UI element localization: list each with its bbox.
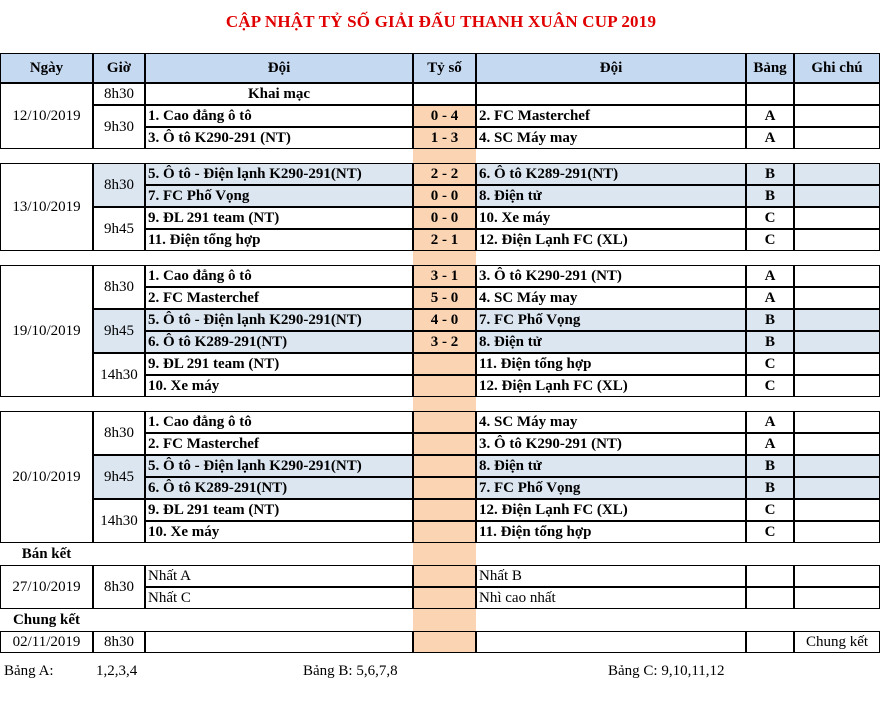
round-date: 19/10/2019	[0, 265, 93, 397]
match-score: 0 - 4	[413, 105, 476, 127]
match-team2: 3. Ô tô K290-291 (NT)	[476, 433, 746, 455]
match-group: B	[746, 309, 794, 331]
match-team2: 6. Ô tô K289-291(NT)	[476, 163, 746, 185]
match-note	[794, 207, 880, 229]
match-note	[794, 433, 880, 455]
match-score	[413, 455, 476, 477]
final-team2	[476, 631, 746, 653]
slot-time: 8h30	[93, 411, 145, 455]
match-team2: 4. SC Máy may	[476, 411, 746, 433]
match-score	[413, 353, 476, 375]
footer-group-c: Bảng C: 9,10,11,12	[608, 663, 725, 679]
match-team1: 3. Ô tô K290-291 (NT)	[145, 127, 413, 149]
match-team2: 8. Điện tử	[476, 185, 746, 207]
match-score	[413, 411, 476, 433]
match-team2: 8. Điện tử	[476, 455, 746, 477]
semifinal-team1: Nhất A	[145, 565, 413, 587]
match-note	[794, 309, 880, 331]
match-score: 0 - 0	[413, 207, 476, 229]
match-score: 1 - 3	[413, 127, 476, 149]
match-note	[794, 287, 880, 309]
match-team1: 1. Cao đẳng ô tô	[145, 411, 413, 433]
match-note	[794, 105, 880, 127]
footer-group-a-value: 1,2,3,4	[96, 663, 138, 679]
slot-time: 8h30	[93, 265, 145, 309]
round-date: 20/10/2019	[0, 411, 93, 543]
semifinal-time: 8h30	[93, 565, 145, 609]
match-score: 3 - 2	[413, 331, 476, 353]
match-note	[794, 163, 880, 185]
match-team2: 2. FC Masterchef	[476, 105, 746, 127]
match-group: C	[746, 229, 794, 251]
match-note	[794, 265, 880, 287]
gap-score	[413, 149, 476, 163]
opening-label: Khai mạc	[145, 83, 413, 105]
header-time: Giờ	[93, 53, 145, 83]
semifinal-gap-score	[413, 543, 476, 565]
match-group: A	[746, 265, 794, 287]
match-note	[794, 127, 880, 149]
page-title: CẬP NHẬT TỶ SỐ GIẢI ĐẤU THANH XUÂN CUP 2019	[225, 12, 657, 31]
match-team1: 7. FC Phố Vọng	[145, 185, 413, 207]
semifinal-score	[413, 587, 476, 609]
match-note	[794, 185, 880, 207]
semifinal-date: 27/10/2019	[0, 565, 93, 609]
match-team1: 10. Xe máy	[145, 375, 413, 397]
match-team2: 3. Ô tô K290-291 (NT)	[476, 265, 746, 287]
match-team1: 5. Ô tô - Điện lạnh K290-291(NT)	[145, 163, 413, 185]
round-date: 12/10/2019	[0, 83, 93, 149]
header-group: Bảng	[746, 53, 794, 83]
match-team1: 9. ĐL 291 team (NT)	[145, 207, 413, 229]
match-score: 5 - 0	[413, 287, 476, 309]
semifinal-score	[413, 565, 476, 587]
match-team1: 9. ĐL 291 team (NT)	[145, 499, 413, 521]
match-score	[413, 499, 476, 521]
match-group: B	[746, 455, 794, 477]
opening-score	[413, 83, 476, 105]
match-note	[794, 477, 880, 499]
header-team2: Đội	[476, 53, 746, 83]
match-team1: 5. Ô tô - Điện lạnh K290-291(NT)	[145, 309, 413, 331]
opening-group	[746, 83, 794, 105]
final-note: Chung kết	[794, 631, 880, 653]
match-team2: 12. Điện Lạnh FC (XL)	[476, 375, 746, 397]
gap-score	[413, 251, 476, 265]
match-team1: 1. Cao đẳng ô tô	[145, 265, 413, 287]
match-score	[413, 477, 476, 499]
match-score	[413, 521, 476, 543]
match-note	[794, 411, 880, 433]
match-team2: 12. Điện Lạnh FC (XL)	[476, 499, 746, 521]
match-team1: 2. FC Masterchef	[145, 287, 413, 309]
match-note	[794, 375, 880, 397]
match-score: 2 - 2	[413, 163, 476, 185]
round-date: 13/10/2019	[0, 163, 93, 251]
match-group: C	[746, 375, 794, 397]
footer-group-a-label: Bảng A:	[4, 663, 54, 679]
match-team2: 7. FC Phố Vọng	[476, 477, 746, 499]
match-team2: 12. Điện Lạnh FC (XL)	[476, 229, 746, 251]
match-group: B	[746, 163, 794, 185]
final-gap-score	[413, 609, 476, 631]
semifinal-group	[746, 587, 794, 609]
match-team1: 1. Cao đẳng ô tô	[145, 105, 413, 127]
semifinal-team1: Nhất C	[145, 587, 413, 609]
match-group: A	[746, 127, 794, 149]
header-team1: Đội	[145, 53, 413, 83]
match-score: 2 - 1	[413, 229, 476, 251]
match-note	[794, 499, 880, 521]
semifinal-label: Bán kết	[21, 545, 72, 562]
match-team2: 4. SC Máy may	[476, 287, 746, 309]
slot-time: 9h45	[93, 309, 145, 353]
match-team1: 6. Ô tô K289-291(NT)	[145, 477, 413, 499]
match-note	[794, 521, 880, 543]
opening-note	[794, 83, 880, 105]
match-group: C	[746, 499, 794, 521]
header-date: Ngày	[0, 53, 93, 83]
match-group: A	[746, 105, 794, 127]
final-time: 8h30	[93, 631, 145, 653]
slot-time: 9h30	[93, 105, 145, 149]
final-date: 02/11/2019	[0, 631, 93, 653]
match-note	[794, 229, 880, 251]
match-team2: 11. Điện tổng hợp	[476, 521, 746, 543]
semifinal-note	[794, 587, 880, 609]
match-group: A	[746, 411, 794, 433]
match-group: B	[746, 331, 794, 353]
semifinal-team2: Nhất B	[476, 565, 746, 587]
match-team1: 11. Điện tổng hợp	[145, 229, 413, 251]
final-group	[746, 631, 794, 653]
match-note	[794, 331, 880, 353]
match-group: B	[746, 185, 794, 207]
match-group: C	[746, 353, 794, 375]
final-score	[413, 631, 476, 653]
match-group: A	[746, 433, 794, 455]
match-group: C	[746, 521, 794, 543]
semifinal-group	[746, 565, 794, 587]
match-team2: 10. Xe máy	[476, 207, 746, 229]
match-score: 4 - 0	[413, 309, 476, 331]
match-team2: 8. Điện tử	[476, 331, 746, 353]
match-group: B	[746, 477, 794, 499]
match-note	[794, 353, 880, 375]
footer-group-b: Bảng B: 5,6,7,8	[303, 663, 398, 679]
semifinal-note	[794, 565, 880, 587]
slot-time: 9h45	[93, 207, 145, 251]
match-score: 3 - 1	[413, 265, 476, 287]
match-score: 0 - 0	[413, 185, 476, 207]
gap-score	[413, 397, 476, 411]
header-note: Ghi chú	[794, 53, 880, 83]
slot-time: 9h45	[93, 455, 145, 499]
final-label: Chung kết	[12, 611, 81, 628]
match-team2: 7. FC Phố Vọng	[476, 309, 746, 331]
match-note	[794, 455, 880, 477]
match-score	[413, 375, 476, 397]
match-group: C	[746, 207, 794, 229]
match-team1: 2. FC Masterchef	[145, 433, 413, 455]
slot-time: 8h30	[93, 163, 145, 207]
match-group: A	[746, 287, 794, 309]
opening-team2	[476, 83, 746, 105]
match-team2: 11. Điện tổng hợp	[476, 353, 746, 375]
match-team1: 5. Ô tô - Điện lạnh K290-291(NT)	[145, 455, 413, 477]
match-team1: 6. Ô tô K289-291(NT)	[145, 331, 413, 353]
match-score	[413, 433, 476, 455]
header-score: Tỷ số	[413, 53, 476, 83]
semifinal-team2: Nhì cao nhất	[476, 587, 746, 609]
match-team1: 10. Xe máy	[145, 521, 413, 543]
slot-time: 14h30	[93, 499, 145, 543]
match-team1: 9. ĐL 291 team (NT)	[145, 353, 413, 375]
final-team1	[145, 631, 413, 653]
opening-time: 8h30	[93, 83, 145, 105]
match-team2: 4. SC Máy may	[476, 127, 746, 149]
slot-time: 14h30	[93, 353, 145, 397]
